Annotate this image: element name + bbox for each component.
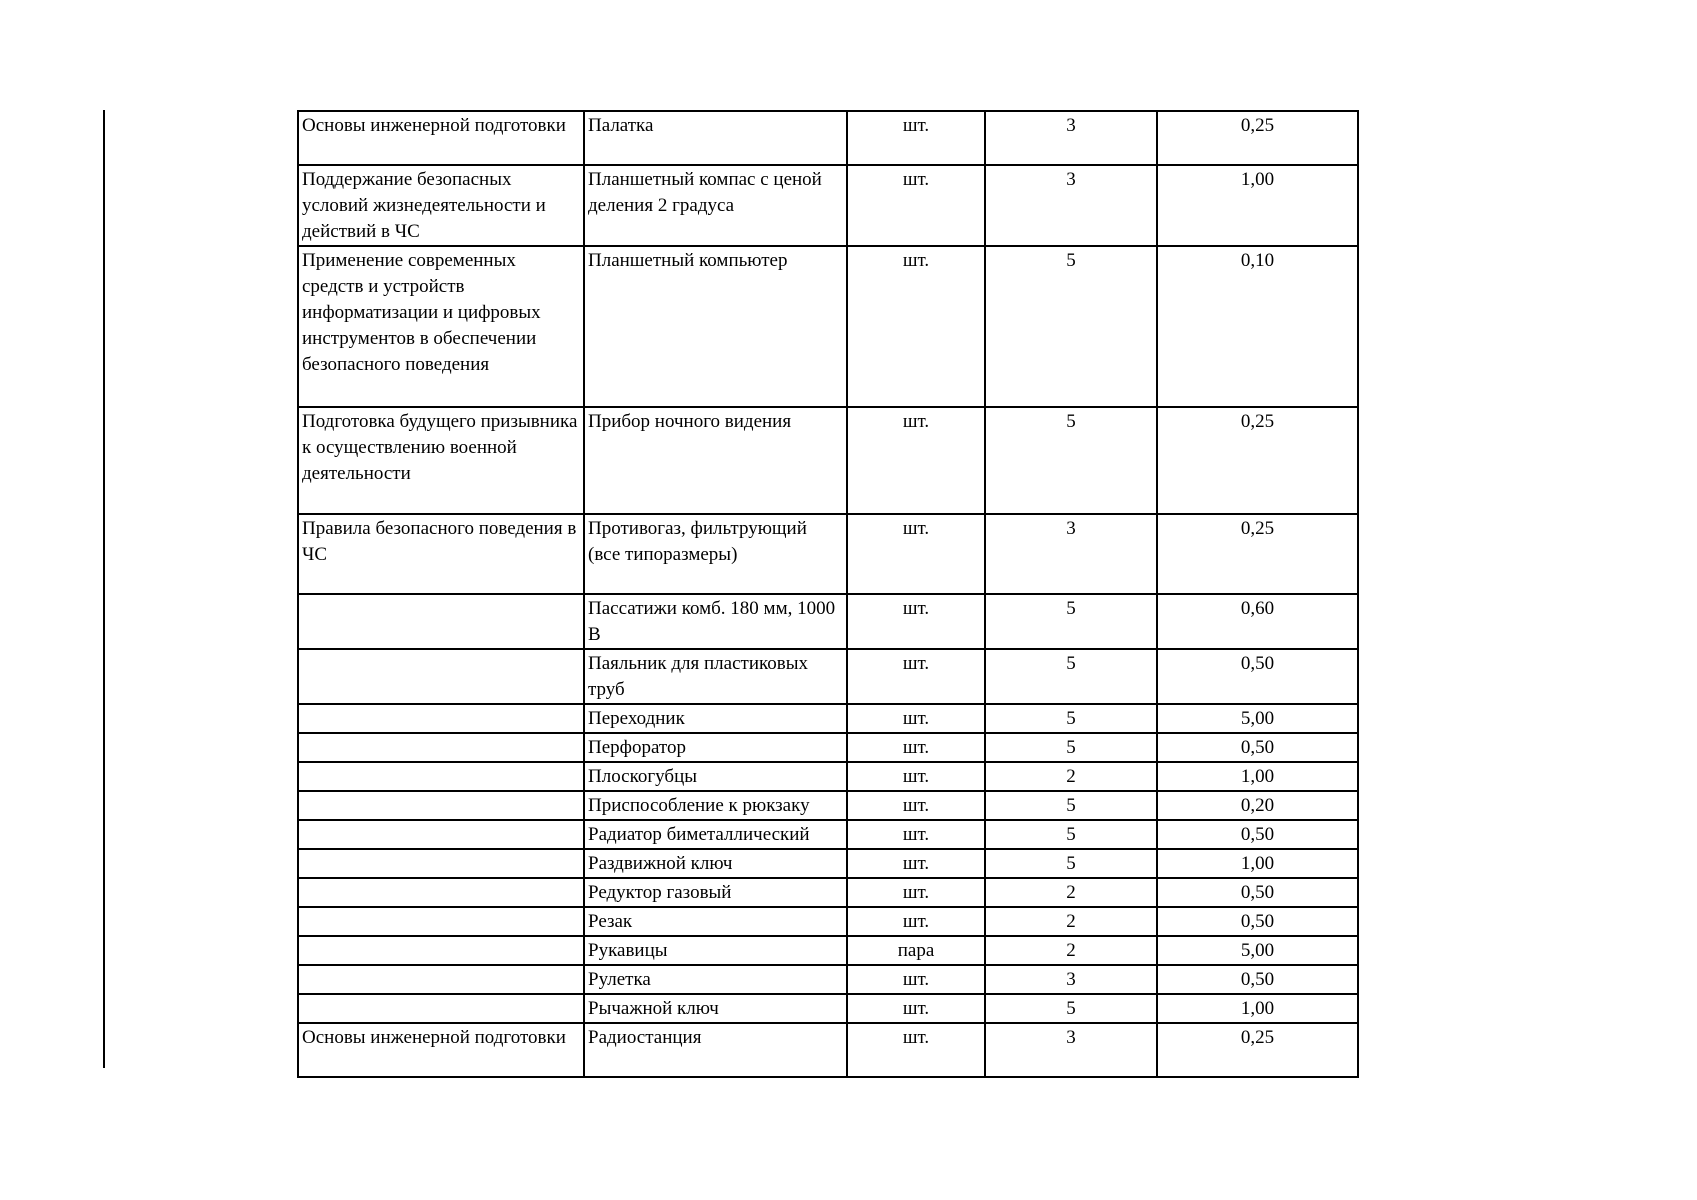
item-cell: Палатка xyxy=(584,111,847,165)
norm-cell: 0,50 xyxy=(1157,820,1358,849)
table-row xyxy=(298,762,1358,791)
item-cell: Противогаз, фильтрующий (все типоразмеры) xyxy=(584,514,847,594)
table-row xyxy=(298,733,1358,762)
quantity-cell: 3 xyxy=(985,111,1157,165)
item-cell: Планшетный компас с ценой деления 2 градуса xyxy=(584,165,847,246)
section-cell xyxy=(298,762,584,791)
section-cell xyxy=(298,594,584,649)
unit-cell: шт. xyxy=(847,733,985,762)
table-row xyxy=(298,791,1358,820)
section-cell xyxy=(298,994,584,1023)
quantity-cell: 5 xyxy=(985,849,1157,878)
norm-cell: 0,25 xyxy=(1157,514,1358,594)
quantity-cell: 5 xyxy=(985,994,1157,1023)
norm-cell: 0,50 xyxy=(1157,878,1358,907)
quantity-cell: 3 xyxy=(985,1023,1157,1077)
section-cell xyxy=(298,733,584,762)
section-cell: Правила безопасного поведения в ЧС xyxy=(298,514,584,594)
quantity-cell: 5 xyxy=(985,791,1157,820)
table-row xyxy=(298,514,1358,594)
item-cell: Раздвижной ключ xyxy=(584,849,847,878)
quantity-cell: 2 xyxy=(985,762,1157,791)
section-cell xyxy=(298,704,584,733)
norm-cell: 0,50 xyxy=(1157,907,1358,936)
section-cell xyxy=(298,849,584,878)
quantity-cell: 5 xyxy=(985,407,1157,514)
unit-cell: шт. xyxy=(847,514,985,594)
quantity-cell: 2 xyxy=(985,878,1157,907)
table-row xyxy=(298,594,1358,649)
section-cell xyxy=(298,907,584,936)
unit-cell: шт. xyxy=(847,965,985,994)
table-row xyxy=(298,407,1358,514)
unit-cell: шт. xyxy=(847,791,985,820)
table-row xyxy=(298,1023,1358,1077)
unit-cell: шт. xyxy=(847,994,985,1023)
table-row xyxy=(298,649,1358,704)
table-row xyxy=(298,165,1358,246)
item-cell: Радиатор биметаллический xyxy=(584,820,847,849)
section-cell xyxy=(298,965,584,994)
unit-cell: шт. xyxy=(847,849,985,878)
norm-cell: 0,25 xyxy=(1157,1023,1358,1077)
quantity-cell: 5 xyxy=(985,649,1157,704)
quantity-cell: 3 xyxy=(985,965,1157,994)
norm-cell: 1,00 xyxy=(1157,994,1358,1023)
table-row xyxy=(298,994,1358,1023)
table-row xyxy=(298,820,1358,849)
section-cell xyxy=(298,791,584,820)
item-cell: Пассатижи комб. 180 мм, 1000 В xyxy=(584,594,847,649)
unit-cell: шт. xyxy=(847,907,985,936)
item-cell: Радиостанция xyxy=(584,1023,847,1077)
section-cell: Основы инженерной подготовки xyxy=(298,111,584,165)
quantity-cell: 5 xyxy=(985,820,1157,849)
unit-cell: шт. xyxy=(847,762,985,791)
unit-cell: шт. xyxy=(847,820,985,849)
norm-cell: 5,00 xyxy=(1157,704,1358,733)
item-cell: Переходник xyxy=(584,704,847,733)
norm-cell: 0,10 xyxy=(1157,246,1358,407)
norm-cell: 1,00 xyxy=(1157,849,1358,878)
table-row xyxy=(298,246,1358,407)
quantity-cell: 2 xyxy=(985,936,1157,965)
item-cell: Паяльник для пластиковых труб xyxy=(584,649,847,704)
table-row xyxy=(298,965,1358,994)
quantity-cell: 3 xyxy=(985,165,1157,246)
table-row xyxy=(298,907,1358,936)
item-cell: Планшетный компьютер xyxy=(584,246,847,407)
norm-cell: 5,00 xyxy=(1157,936,1358,965)
norm-cell: 1,00 xyxy=(1157,762,1358,791)
item-cell: Плоскогубцы xyxy=(584,762,847,791)
norm-cell: 0,50 xyxy=(1157,649,1358,704)
unit-cell: шт. xyxy=(847,111,985,165)
item-cell: Рулетка xyxy=(584,965,847,994)
table-row xyxy=(298,878,1358,907)
section-cell xyxy=(298,820,584,849)
quantity-cell: 5 xyxy=(985,246,1157,407)
section-cell: Подготовка будущего призывника к осуществлению военной деятельности xyxy=(298,407,584,514)
quantity-cell: 2 xyxy=(985,907,1157,936)
table-row xyxy=(298,704,1358,733)
section-cell xyxy=(298,649,584,704)
unit-cell: шт. xyxy=(847,407,985,514)
norm-cell: 0,25 xyxy=(1157,407,1358,514)
section-cell: Основы инженерной подготовки xyxy=(298,1023,584,1077)
item-cell: Редуктор газовый xyxy=(584,878,847,907)
unit-cell: пара xyxy=(847,936,985,965)
quantity-cell: 5 xyxy=(985,594,1157,649)
section-cell xyxy=(298,878,584,907)
norm-cell: 0,50 xyxy=(1157,733,1358,762)
page-margin-line xyxy=(103,110,105,1068)
quantity-cell: 3 xyxy=(985,514,1157,594)
section-cell: Поддержание безопасных условий жизнедеятельности и действий в ЧС xyxy=(298,165,584,246)
norm-cell: 0,50 xyxy=(1157,965,1358,994)
unit-cell: шт. xyxy=(847,246,985,407)
table-row xyxy=(298,111,1358,165)
norm-cell: 1,00 xyxy=(1157,165,1358,246)
unit-cell: шт. xyxy=(847,704,985,733)
item-cell: Рычажной ключ xyxy=(584,994,847,1023)
norm-cell: 0,25 xyxy=(1157,111,1358,165)
quantity-cell: 5 xyxy=(985,704,1157,733)
unit-cell: шт. xyxy=(847,594,985,649)
item-cell: Приспособление к рюкзаку xyxy=(584,791,847,820)
unit-cell: шт. xyxy=(847,649,985,704)
equipment-table xyxy=(297,110,1359,1078)
item-cell: Перфоратор xyxy=(584,733,847,762)
unit-cell: шт. xyxy=(847,1023,985,1077)
table-row xyxy=(298,849,1358,878)
item-cell: Рукавицы xyxy=(584,936,847,965)
norm-cell: 0,20 xyxy=(1157,791,1358,820)
section-cell: Применение современных средств и устройств информатизации и цифровых инструментов в обеспечении безопасного поведения xyxy=(298,246,584,407)
quantity-cell: 5 xyxy=(985,733,1157,762)
item-cell: Резак xyxy=(584,907,847,936)
item-cell: Прибор ночного видения xyxy=(584,407,847,514)
norm-cell: 0,60 xyxy=(1157,594,1358,649)
table-row xyxy=(298,936,1358,965)
section-cell xyxy=(298,936,584,965)
unit-cell: шт. xyxy=(847,165,985,246)
unit-cell: шт. xyxy=(847,878,985,907)
